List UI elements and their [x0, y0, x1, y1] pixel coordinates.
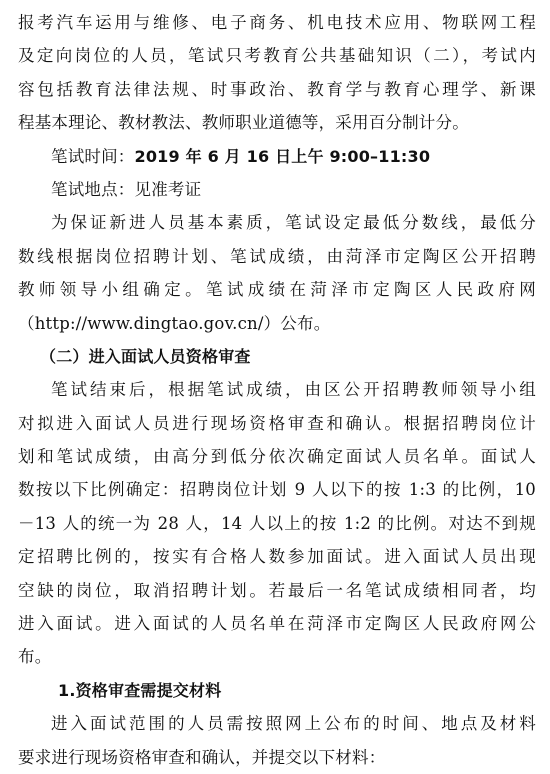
paragraph-line: 进入面试范围的人员需按照网上公布的时间、地点及材料 — [51, 714, 536, 734]
exam-time-line — [18, 140, 536, 173]
paragraph-line: 进入面试。进入面试的人员名单在菏泽市定陶区人民政府网公 — [18, 614, 536, 634]
subsection-heading: 1.资格审查需提交材料 — [58, 680, 222, 700]
paragraph-line: 容包括教育法律法规、时事政治、教育学与教育心理学、新课 — [18, 79, 536, 99]
paragraph-line: （http://www.dingtao.gov.cn/）公布。 — [18, 313, 331, 333]
paragraph-line: 布。 — [18, 647, 52, 667]
paragraph-line: 程基本理论、教材教法、教师职业道德等，采用百分制计分。 — [18, 113, 469, 133]
paragraph-line: 为保证新进人员基本素质，笔试设定最低分数线，最低分 — [51, 213, 536, 233]
paragraph-line: 笔试结束后，根据笔试成绩，由区公开招聘教师领导小组 — [51, 380, 536, 400]
paragraph-line: 及定向岗位的人员，笔试只考教育公共基础知识（二），考试内 — [18, 46, 536, 66]
paragraph-line: 空缺的岗位，取消招聘计划。若最后一名笔试成绩相同者，均 — [18, 580, 536, 600]
paragraph-line: 教师领导小组确定。笔试成绩在菏泽市定陶区人民政府网 — [18, 280, 536, 300]
exam-time-value: 2019 年 6 月 16 日上午 9:00–11:30 — [134, 146, 431, 166]
exam-location-line: 笔试地点：见准考证 — [51, 179, 202, 199]
paragraph-line: 划和笔试成绩，由高分到低分依次确定面试人员名单。面试人 — [18, 447, 536, 467]
paragraph-line: 报考汽车运用与维修、电子商务、机电技术应用、物联网工程 — [18, 13, 536, 32]
paragraph-line: 数按以下比例确定：招聘岗位计划 9 人以下的按 1:3 的比例，10 — [18, 480, 536, 500]
paragraph-line: 定招聘比例的，按实有合格人数参加面试。进入面试人员出现 — [18, 547, 536, 567]
paragraph-line: 要求进行现场资格审查和确认，并提交以下材料： — [18, 747, 386, 767]
exam-time-label: 笔试时间： — [51, 146, 135, 166]
paragraph-line: 数线根据岗位招聘计划、笔试成绩，由菏泽市定陶区公开招聘 — [18, 246, 536, 266]
section-heading: （二）进入面试人员资格审查 — [40, 346, 251, 366]
paragraph-line: 对拟进入面试人员进行现场资格审查和确认。根据招聘岗位计 — [18, 413, 536, 433]
paragraph-line: －13 人的统一为 28 人，14 人以上的按 1:2 的比例。对达不到规 — [18, 513, 536, 533]
